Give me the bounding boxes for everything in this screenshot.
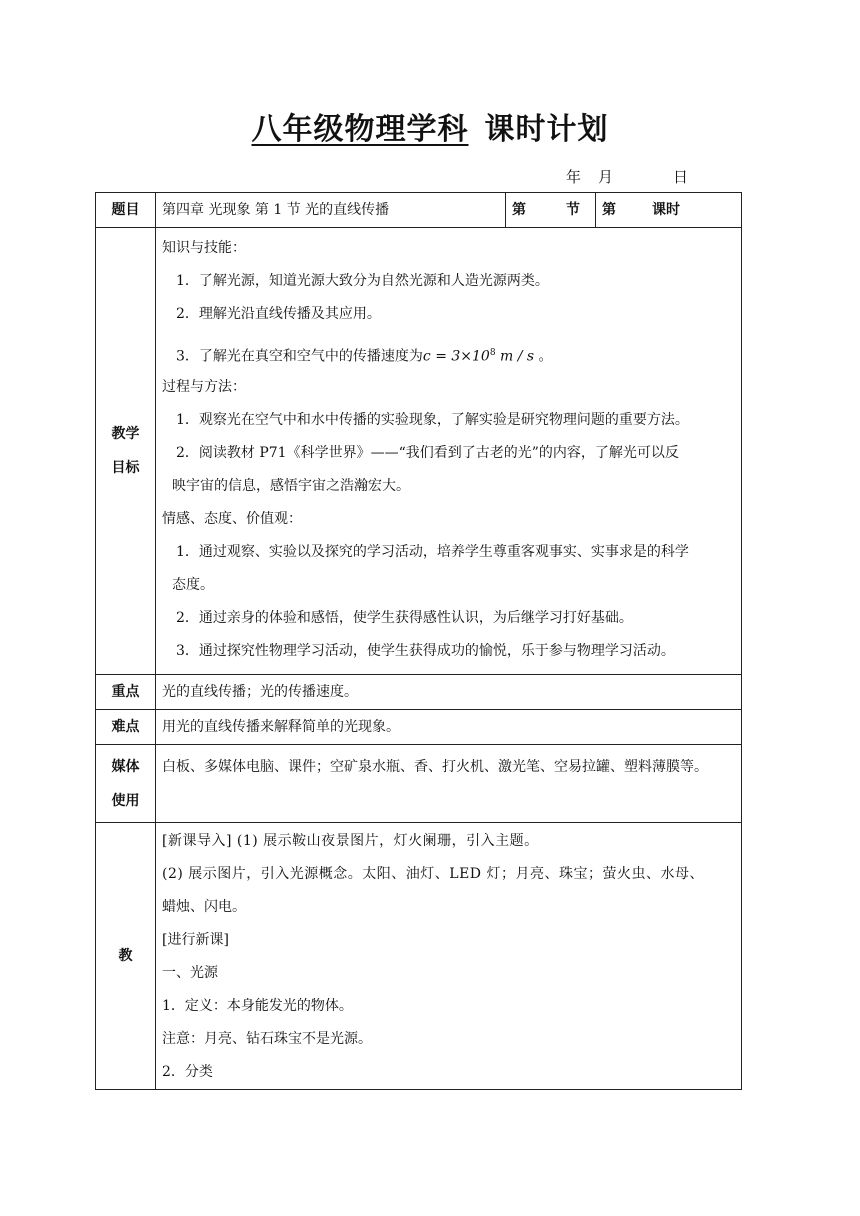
knowledge-item-3: 3．了解光在真空和空气中的传播速度为$c = 3\times 10^8$ m / s 。 (176, 348, 553, 365)
objectives-label: 教学 目标 (96, 228, 156, 675)
section-prefix: 第 (512, 201, 526, 218)
intro-line-2: (2) 展示图片，引入光源概念。太阳、油灯、LED 灯；月亮、珠宝；萤火虫、水母、 (162, 866, 704, 882)
process-item-2-cont: 映宇宙的信息，感悟宇宙之浩瀚宏大。 (172, 478, 410, 494)
date-month: 月 (598, 168, 614, 186)
light-source-heading: 一、光源 (162, 965, 218, 981)
emotion-item-1-cont: 态度。 (172, 577, 214, 593)
date-year: 年 (566, 168, 582, 186)
teaching-label: 教 (96, 823, 156, 1090)
emotion-item-2: 2．通过亲身的体验和感悟，使学生获得感性认识，为后继学习打好基础。 (176, 610, 633, 626)
objectives-content (156, 228, 742, 675)
date-day: 日 (673, 168, 689, 186)
emotion-item-3: 3．通过探究性物理学习活动，使学生获得成功的愉悦，乐于参与物理学习活动。 (176, 643, 675, 659)
title-plan: 课时计划 (484, 112, 609, 147)
note-line: 注意：月亮、钻石珠宝不是光源。 (162, 1031, 372, 1047)
lesson-prefix: 第 (602, 201, 616, 218)
classification-line: 2．分类 (162, 1064, 213, 1080)
emotion-heading: 情感、态度、价值观： (162, 511, 302, 527)
media-label: 媒体 使用 (96, 745, 156, 823)
difficulties-row (96, 710, 742, 745)
knowledge-item-2: 2．理解光沿直线传播及其应用。 (176, 306, 381, 322)
lesson-plan-table (95, 192, 742, 1090)
intro-line-2-cont: 蜡烛、闪电。 (162, 899, 246, 915)
difficulties-text: 用光的直线传播来解释简单的光现象。 (156, 710, 742, 745)
knowledge-heading: 知识与技能： (162, 240, 246, 256)
knowledge-item-1: 1．了解光源，知道光源大致分为自然光源和人造光源两类。 (176, 273, 549, 289)
key-points-row (96, 675, 742, 710)
teaching-content (156, 823, 742, 1090)
difficulties-label: 难点 (96, 710, 156, 745)
lesson-suffix: 课时 (652, 201, 680, 218)
lesson-cell (596, 193, 742, 228)
formula-unit: m / s (495, 348, 535, 365)
intro-line-1: [新课导入] (1) 展示鞍山夜景图片，灯火阑珊，引入主题。 (162, 833, 539, 849)
topic-row (96, 193, 742, 228)
teaching-row (96, 823, 742, 1090)
key-points-label: 重点 (96, 675, 156, 710)
process-item-1: 1．观察光在空气中和水中传播的实验现象，了解实验是研究物理问题的重要方法。 (176, 412, 689, 428)
title-subject: 八年级物理学科 (251, 112, 469, 147)
document-title (0, 104, 860, 148)
section-cell (506, 193, 596, 228)
emotion-item-1: 1．通过观察、实验以及探究的学习活动，培养学生尊重客观事实、实事求是的科学 (176, 544, 689, 560)
process-heading: 过程与方法： (162, 379, 246, 395)
section-suffix: 节 (566, 201, 580, 218)
process-item-2: 2．阅读教材 P71《科学世界》——“我们看到了古老的光”的内容，了解光可以反 (176, 445, 679, 461)
key-points-text: 光的直线传播；光的传播速度。 (156, 675, 742, 710)
definition-line: 1．定义：本身能发光的物体。 (162, 998, 353, 1014)
formula-exponent: 8 (489, 348, 496, 358)
topic-label: 题目 (96, 193, 156, 228)
objectives-row (96, 228, 742, 675)
media-row (96, 745, 742, 823)
topic-text: 第四章 光现象 第 1 节 光的直线传播 (156, 193, 506, 228)
new-lesson-heading: [进行新课] (162, 932, 229, 948)
media-text: 白板、多媒体电脑、课件；空矿泉水瓶、香、打火机、激光笔、空易拉罐、塑料薄膜等。 (156, 745, 742, 823)
speed-of-light-formula: c = 3×10 (422, 348, 490, 365)
